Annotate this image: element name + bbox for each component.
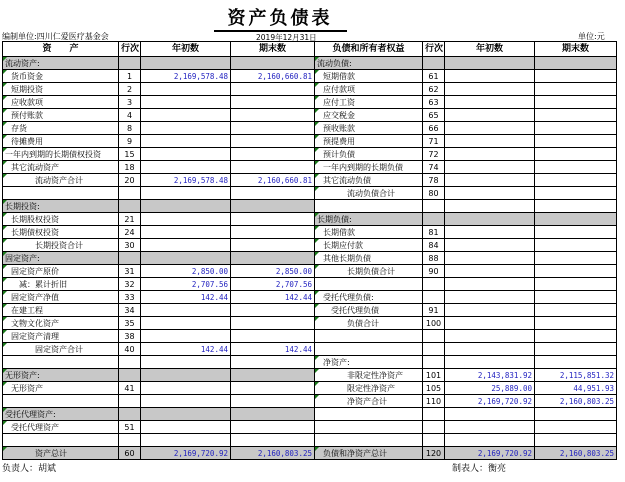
asset-beginning-value: 2,169,720.92 (141, 447, 231, 460)
liability-line-no: 81 (423, 226, 445, 239)
liability-name: 净资产合计 (315, 395, 423, 408)
asset-beginning-value (141, 434, 231, 447)
table-row (3, 70, 617, 83)
liability-beginning-value (445, 96, 535, 109)
footer-responsible: 负责人：胡斌 (2, 464, 57, 474)
asset-line-no: 31 (119, 265, 141, 278)
asset-ending-value: 142.44 (231, 291, 315, 304)
report-date: 2019年12月31日 (256, 33, 317, 42)
liability-beginning-value (445, 161, 535, 174)
table-row (3, 239, 617, 252)
liability-line-no: 74 (423, 161, 445, 174)
asset-ending-value (231, 187, 315, 200)
table-row (3, 161, 617, 174)
balance-sheet-table (2, 41, 617, 460)
asset-name: 固定资产: (3, 252, 119, 265)
liability-beginning-value (445, 408, 535, 421)
liability-line-no (423, 408, 445, 421)
asset-ending-value (231, 330, 315, 343)
asset-name: 固定资产合计 (3, 343, 119, 356)
liability-name: 长期应付款 (315, 239, 423, 252)
asset-beginning-value (141, 395, 231, 408)
table-row (3, 356, 617, 369)
liability-beginning-value (445, 226, 535, 239)
table-body (3, 57, 617, 460)
header-line-no-right: 行次 (423, 42, 445, 57)
asset-beginning-value (141, 109, 231, 122)
asset-beginning-value (141, 304, 231, 317)
liability-line-no (423, 343, 445, 356)
asset-name: 无形资产 (3, 382, 119, 395)
table-row (3, 83, 617, 96)
table-row (3, 187, 617, 200)
liability-name: 应交税金 (315, 109, 423, 122)
liability-beginning-value (445, 213, 535, 226)
asset-ending-value (231, 122, 315, 135)
asset-line-no: 33 (119, 291, 141, 304)
liability-ending-value (535, 330, 617, 343)
asset-ending-value (231, 161, 315, 174)
asset-name: 受托代理资产 (3, 421, 119, 434)
liability-line-no: 66 (423, 122, 445, 135)
asset-beginning-value: 2,850.00 (141, 265, 231, 278)
liability-beginning-value (445, 200, 535, 213)
liability-beginning-value (445, 122, 535, 135)
table-row (3, 278, 617, 291)
liability-name: 短期借款 (315, 70, 423, 83)
asset-ending-value (231, 382, 315, 395)
asset-name: 长期投资合计 (3, 239, 119, 252)
asset-line-no: 20 (119, 174, 141, 187)
liability-name: 受托代理负债 (315, 304, 423, 317)
liability-name: 受托代理负债: (315, 291, 423, 304)
unit-label: 单位:元 (578, 32, 605, 41)
table-row (3, 135, 617, 148)
asset-name (3, 434, 119, 447)
table-row (3, 122, 617, 135)
asset-ending-value (231, 434, 315, 447)
asset-line-no: 3 (119, 96, 141, 109)
asset-line-no: 4 (119, 109, 141, 122)
liability-name: 长期负债: (315, 213, 423, 226)
liability-line-no: 78 (423, 174, 445, 187)
table-row (3, 252, 617, 265)
liability-ending-value: 2,160,803.25 (535, 395, 617, 408)
liability-line-no: 101 (423, 369, 445, 382)
asset-name: 待摊费用 (3, 135, 119, 148)
asset-beginning-value (141, 83, 231, 96)
liability-line-no: 62 (423, 83, 445, 96)
liability-beginning-value (445, 291, 535, 304)
liability-beginning-value (445, 252, 535, 265)
asset-ending-value (231, 148, 315, 161)
asset-ending-value (231, 252, 315, 265)
asset-beginning-value: 142.44 (141, 343, 231, 356)
asset-ending-value (231, 408, 315, 421)
liability-line-no: 61 (423, 70, 445, 83)
asset-line-no: 32 (119, 278, 141, 291)
liability-name: 应付款项 (315, 83, 423, 96)
liability-name: 预计负债 (315, 148, 423, 161)
liability-ending-value (535, 122, 617, 135)
table-row (3, 213, 617, 226)
liability-name: 长期借款 (315, 226, 423, 239)
liability-line-no (423, 200, 445, 213)
liability-ending-value (535, 161, 617, 174)
table-row (3, 57, 617, 70)
liability-beginning-value (445, 317, 535, 330)
liability-name: 应付工资 (315, 96, 423, 109)
liability-ending-value (535, 265, 617, 278)
asset-line-no: 30 (119, 239, 141, 252)
asset-beginning-value (141, 317, 231, 330)
asset-beginning-value (141, 382, 231, 395)
liability-name: 长期负债合计 (315, 265, 423, 278)
asset-name (3, 187, 119, 200)
asset-beginning-value: 2,707.56 (141, 278, 231, 291)
table-row (3, 200, 617, 213)
liability-name: 流动负债: (315, 57, 423, 70)
liability-name: 负债和净资产总计 (315, 447, 423, 460)
liability-beginning-value: 2,169,720.92 (445, 395, 535, 408)
asset-line-no: 41 (119, 382, 141, 395)
table-row (3, 317, 617, 330)
liability-ending-value (535, 135, 617, 148)
liability-ending-value (535, 304, 617, 317)
liability-name (315, 278, 423, 291)
header-line-no: 行次 (119, 42, 141, 57)
asset-line-no (119, 57, 141, 70)
liability-line-no: 84 (423, 239, 445, 252)
asset-line-no: 21 (119, 213, 141, 226)
liability-line-no: 72 (423, 148, 445, 161)
asset-beginning-value (141, 369, 231, 382)
asset-ending-value: 142.44 (231, 343, 315, 356)
liability-beginning-value: 2,169,720.92 (445, 447, 535, 460)
liability-name (315, 200, 423, 213)
liability-beginning-value (445, 356, 535, 369)
liability-beginning-value (445, 434, 535, 447)
liability-beginning-value (445, 83, 535, 96)
liability-ending-value (535, 278, 617, 291)
asset-name: 长期债权投资 (3, 226, 119, 239)
asset-ending-value (231, 57, 315, 70)
asset-ending-value (231, 421, 315, 434)
asset-beginning-value: 142.44 (141, 291, 231, 304)
liability-beginning-value (445, 135, 535, 148)
asset-line-no (119, 356, 141, 369)
asset-line-no (119, 369, 141, 382)
asset-name: 固定资产原价 (3, 265, 119, 278)
asset-beginning-value (141, 57, 231, 70)
liability-line-no: 90 (423, 265, 445, 278)
liability-beginning-value (445, 109, 535, 122)
asset-ending-value (231, 317, 315, 330)
liability-ending-value (535, 434, 617, 447)
liability-name: 限定性净资产 (315, 382, 423, 395)
asset-line-no: 15 (119, 148, 141, 161)
liability-beginning-value (445, 343, 535, 356)
asset-ending-value (231, 200, 315, 213)
asset-name: 流动资产: (3, 57, 119, 70)
liability-name: 预收账款 (315, 122, 423, 135)
liability-ending-value (535, 96, 617, 109)
asset-beginning-value (141, 187, 231, 200)
table-row (3, 226, 617, 239)
header-row (3, 42, 617, 57)
asset-line-no: 40 (119, 343, 141, 356)
table-row (3, 395, 617, 408)
asset-ending-value: 2,160,803.25 (231, 447, 315, 460)
liability-ending-value (535, 174, 617, 187)
asset-line-no: 35 (119, 317, 141, 330)
header-assets: 资 产 (3, 42, 119, 57)
liability-line-no (423, 434, 445, 447)
liability-line-no: 110 (423, 395, 445, 408)
asset-name: 货币资金 (3, 70, 119, 83)
asset-line-no: 18 (119, 161, 141, 174)
asset-name: 长期投资: (3, 200, 119, 213)
liability-line-no: 63 (423, 96, 445, 109)
asset-name (3, 395, 119, 408)
liability-name: 预提费用 (315, 135, 423, 148)
liability-beginning-value (445, 148, 535, 161)
liability-ending-value (535, 109, 617, 122)
asset-line-no (119, 395, 141, 408)
liability-line-no (423, 356, 445, 369)
asset-name: 一年内到期的长期债权投资 (3, 148, 119, 161)
table-row (3, 447, 617, 460)
organization-label: 编制单位:四川仁爱医疗基金会 (2, 32, 109, 41)
header-ending: 期末数 (231, 42, 315, 57)
asset-ending-value (231, 304, 315, 317)
asset-name: 资产总计 (3, 447, 119, 460)
table-row (3, 304, 617, 317)
asset-name: 预付账款 (3, 109, 119, 122)
liability-ending-value (535, 83, 617, 96)
liability-ending-value (535, 70, 617, 83)
report-title (0, 4, 560, 30)
asset-name: 应收款项 (3, 96, 119, 109)
asset-ending-value (231, 213, 315, 226)
liability-beginning-value: 2,143,831.92 (445, 369, 535, 382)
asset-beginning-value (141, 408, 231, 421)
table-row (3, 96, 617, 109)
asset-line-no: 9 (119, 135, 141, 148)
asset-line-no (119, 408, 141, 421)
asset-beginning-value (141, 148, 231, 161)
liability-ending-value (535, 408, 617, 421)
liability-beginning-value (445, 70, 535, 83)
asset-ending-value: 2,850.00 (231, 265, 315, 278)
liability-name: 其他长期负债 (315, 252, 423, 265)
liability-beginning-value: 25,889.00 (445, 382, 535, 395)
liability-beginning-value (445, 57, 535, 70)
table-row (3, 148, 617, 161)
liability-ending-value (535, 200, 617, 213)
report-title-text: 资产负债表 (214, 8, 347, 32)
liability-ending-value (535, 239, 617, 252)
asset-beginning-value (141, 252, 231, 265)
liability-line-no (423, 278, 445, 291)
liability-name: 非限定性净资产 (315, 369, 423, 382)
table-row (3, 330, 617, 343)
header-ending-right: 期末数 (535, 42, 617, 57)
liability-ending-value (535, 148, 617, 161)
asset-beginning-value (141, 239, 231, 252)
asset-beginning-value (141, 161, 231, 174)
table-row (3, 382, 617, 395)
asset-beginning-value (141, 122, 231, 135)
header-beginning: 年初数 (141, 42, 231, 57)
header-beginning-right: 年初数 (445, 42, 535, 57)
asset-line-no (119, 200, 141, 213)
asset-beginning-value: 2,169,578.48 (141, 70, 231, 83)
liability-ending-value: 44,951.93 (535, 382, 617, 395)
asset-name: 无形资产: (3, 369, 119, 382)
asset-name: 流动资产合计 (3, 174, 119, 187)
liability-ending-value (535, 252, 617, 265)
liability-line-no: 65 (423, 109, 445, 122)
asset-ending-value (231, 356, 315, 369)
liability-ending-value: 2,115,851.32 (535, 369, 617, 382)
liability-name: 一年内到期的长期负债 (315, 161, 423, 174)
liability-beginning-value (445, 304, 535, 317)
table-row (3, 343, 617, 356)
table-row (3, 434, 617, 447)
asset-ending-value (231, 239, 315, 252)
liability-name: 流动负债合计 (315, 187, 423, 200)
asset-ending-value (231, 83, 315, 96)
liability-line-no (423, 57, 445, 70)
liability-name: 其它流动负债 (315, 174, 423, 187)
table-row (3, 408, 617, 421)
liability-line-no (423, 213, 445, 226)
liability-line-no: 71 (423, 135, 445, 148)
table-row (3, 421, 617, 434)
asset-ending-value (231, 226, 315, 239)
liability-line-no: 120 (423, 447, 445, 460)
asset-line-no: 51 (119, 421, 141, 434)
liability-ending-value (535, 226, 617, 239)
asset-line-no: 1 (119, 70, 141, 83)
liability-beginning-value (445, 265, 535, 278)
asset-beginning-value (141, 330, 231, 343)
liability-line-no: 105 (423, 382, 445, 395)
asset-line-no (119, 187, 141, 200)
asset-beginning-value (141, 96, 231, 109)
asset-line-no: 38 (119, 330, 141, 343)
asset-beginning-value (141, 226, 231, 239)
liability-ending-value (535, 291, 617, 304)
asset-name: 长期股权投资 (3, 213, 119, 226)
asset-name (3, 356, 119, 369)
liability-beginning-value (445, 421, 535, 434)
asset-name: 文物文化资产 (3, 317, 119, 330)
asset-beginning-value (141, 200, 231, 213)
asset-line-no: 2 (119, 83, 141, 96)
asset-name: 其它流动资产 (3, 161, 119, 174)
liability-beginning-value (445, 239, 535, 252)
liability-line-no (423, 421, 445, 434)
asset-beginning-value (141, 213, 231, 226)
table-row (3, 109, 617, 122)
asset-name: 固定资产净值 (3, 291, 119, 304)
liability-beginning-value (445, 330, 535, 343)
table-row (3, 265, 617, 278)
liability-ending-value (535, 213, 617, 226)
liability-name (315, 421, 423, 434)
liability-ending-value (535, 343, 617, 356)
asset-line-no (119, 252, 141, 265)
header-liabilities: 负债和所有者权益 (315, 42, 423, 57)
liability-ending-value: 2,160,803.25 (535, 447, 617, 460)
liability-line-no (423, 330, 445, 343)
liability-name (315, 343, 423, 356)
table-row (3, 369, 617, 382)
liability-ending-value (535, 187, 617, 200)
asset-line-no: 34 (119, 304, 141, 317)
asset-line-no: 24 (119, 226, 141, 239)
asset-name: 在建工程 (3, 304, 119, 317)
liability-ending-value (535, 317, 617, 330)
liability-line-no (423, 291, 445, 304)
asset-name: 短期投资 (3, 83, 119, 96)
table-row (3, 174, 617, 187)
liability-beginning-value (445, 278, 535, 291)
asset-ending-value (231, 109, 315, 122)
liability-name: 负债合计 (315, 317, 423, 330)
asset-ending-value (231, 96, 315, 109)
asset-ending-value (231, 369, 315, 382)
asset-beginning-value (141, 421, 231, 434)
liability-line-no: 91 (423, 304, 445, 317)
liability-line-no: 88 (423, 252, 445, 265)
liability-ending-value (535, 421, 617, 434)
asset-name: 存货 (3, 122, 119, 135)
asset-ending-value: 2,707.56 (231, 278, 315, 291)
asset-ending-value: 2,160,660.81 (231, 174, 315, 187)
liability-name (315, 330, 423, 343)
asset-name: 减：累计折旧 (3, 278, 119, 291)
liability-line-no: 100 (423, 317, 445, 330)
liability-beginning-value (445, 174, 535, 187)
asset-line-no: 8 (119, 122, 141, 135)
asset-line-no: 60 (119, 447, 141, 460)
asset-ending-value (231, 395, 315, 408)
liability-beginning-value (445, 187, 535, 200)
asset-beginning-value (141, 135, 231, 148)
asset-beginning-value (141, 356, 231, 369)
liability-ending-value (535, 57, 617, 70)
liability-ending-value (535, 356, 617, 369)
asset-ending-value: 2,160,660.81 (231, 70, 315, 83)
asset-name: 固定资产清理 (3, 330, 119, 343)
liability-line-no: 80 (423, 187, 445, 200)
asset-line-no (119, 434, 141, 447)
asset-beginning-value: 2,169,578.48 (141, 174, 231, 187)
asset-ending-value (231, 135, 315, 148)
asset-name: 受托代理资产: (3, 408, 119, 421)
footer-preparer: 制表人：衡亮 (452, 464, 507, 474)
liability-name (315, 434, 423, 447)
table-row (3, 291, 617, 304)
liability-name (315, 408, 423, 421)
liability-name: 净资产: (315, 356, 423, 369)
